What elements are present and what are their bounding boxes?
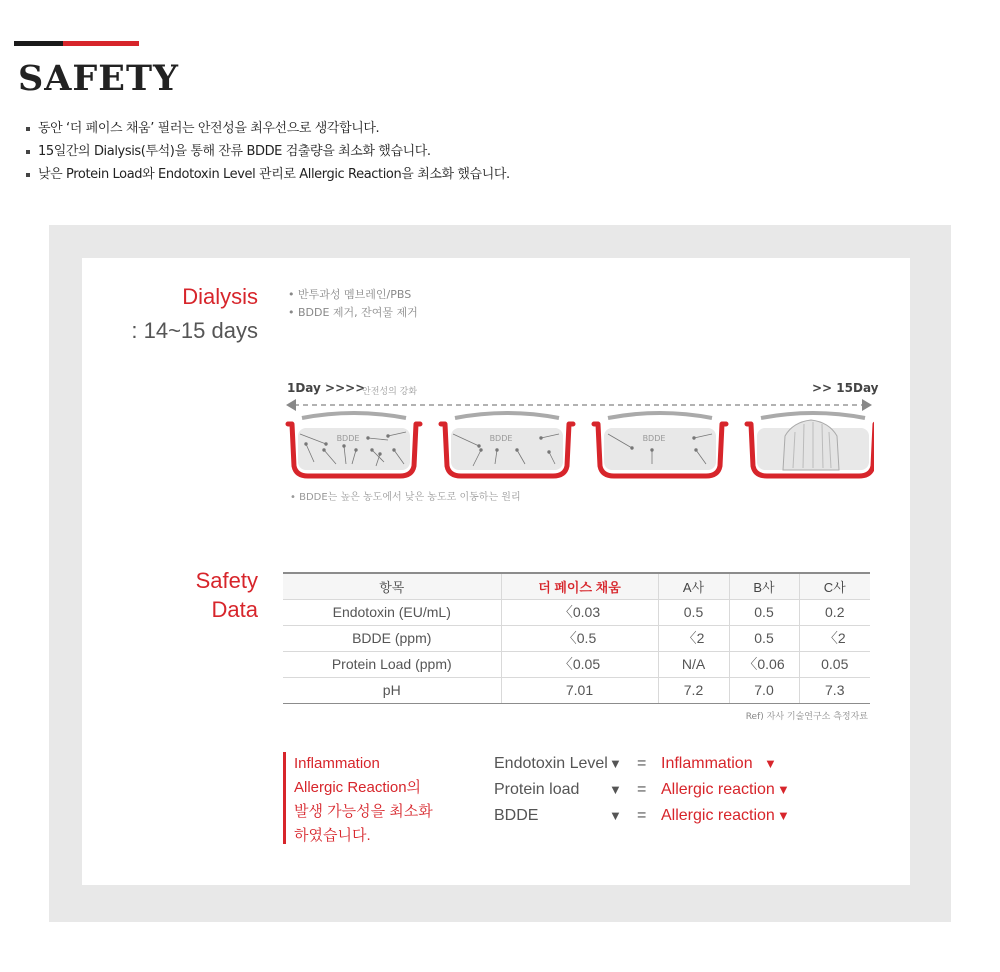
dialysis-duration: : 14~15 days xyxy=(131,318,258,343)
effect-row xyxy=(494,751,814,777)
summary-line: Inflammation xyxy=(294,755,380,772)
table-cell: pH xyxy=(283,677,501,703)
table-cell: 0.5 xyxy=(729,625,799,651)
equals-sign: = xyxy=(637,807,647,824)
effect-factor: Endotoxin Level xyxy=(494,755,608,772)
table-cell: Protein Load (ppm) xyxy=(283,651,501,677)
purified-gel-icon xyxy=(783,420,839,470)
safety-data-heading xyxy=(150,566,258,624)
table-cell: Endotoxin (EU/mL) xyxy=(283,599,501,625)
intro-bullet: 낮은 Protein Load와 Endotoxin Level 관리로 Allergic Reaction을 최소화 했습니다. xyxy=(26,163,510,186)
effect-row xyxy=(494,777,814,803)
page-title: SAFETY xyxy=(18,58,179,99)
table-cell: 〈2 xyxy=(799,625,870,651)
safety-heading-line: Data xyxy=(211,597,258,622)
dialysis-heading: Dialysis xyxy=(182,284,258,309)
dialysis-notes xyxy=(288,286,418,322)
accent-rule-red xyxy=(63,41,139,46)
dialysis-note: • 반투과성 멤브레인/PBS xyxy=(288,286,418,304)
table-header: 항목 xyxy=(283,573,501,599)
vessel-day-15 xyxy=(747,413,874,476)
table-row xyxy=(283,677,870,703)
timeline-end-label: >> 15Day xyxy=(812,381,879,395)
dialysis-vessels-illustration xyxy=(284,410,874,485)
table-header: C사 xyxy=(799,573,870,599)
table-cell: N/A xyxy=(658,651,729,677)
table-row xyxy=(283,651,870,677)
table-row xyxy=(283,625,870,651)
intro-bullet-list xyxy=(26,117,510,186)
table-cell: 〈0.05 xyxy=(501,651,658,677)
dialysis-principle-note: • BDDE는 높은 농도에서 낮은 농도로 이동하는 원리 xyxy=(290,492,521,503)
title-accent-rule xyxy=(14,41,139,46)
down-arrow-icon: ▼ xyxy=(609,756,622,771)
effect-result: Allergic reaction xyxy=(661,807,775,824)
down-arrow-icon: ▼ xyxy=(777,782,790,797)
table-cell: 〈0.06 xyxy=(729,651,799,677)
table-header: A사 xyxy=(658,573,729,599)
equals-sign: = xyxy=(637,755,647,772)
table-header: B사 xyxy=(729,573,799,599)
effect-factor: Protein load xyxy=(494,781,580,798)
vessel-day-mid xyxy=(441,413,573,476)
table-cell: 7.01 xyxy=(501,677,658,703)
table-cell: 0.05 xyxy=(799,651,870,677)
table-header-row xyxy=(283,573,870,599)
dialysis-note: • BDDE 제거, 잔여물 제거 xyxy=(288,304,418,322)
down-arrow-icon: ▼ xyxy=(609,782,622,797)
safety-data-table xyxy=(283,572,870,704)
equals-sign: = xyxy=(637,781,647,798)
table-row xyxy=(283,599,870,625)
table-cell: 0.2 xyxy=(799,599,870,625)
vessel-day-late xyxy=(594,413,726,476)
effects-list xyxy=(494,751,814,829)
table-cell: 7.0 xyxy=(729,677,799,703)
table-cell: 0.5 xyxy=(729,599,799,625)
table-header-highlight: 더 페이스 채움 xyxy=(501,573,658,599)
timeline-start-note: 안전성의 강화 xyxy=(362,387,418,397)
vessel-label: BDDE xyxy=(336,434,360,443)
summary-line: 발생 가능성을 최소화 xyxy=(294,803,433,820)
effect-result: Allergic reaction xyxy=(661,781,775,798)
reference-note: Ref) 자사 기술연구소 측정자료 xyxy=(745,712,868,722)
summary-line: Allergic Reaction의 xyxy=(294,779,422,796)
vessel-label: BDDE xyxy=(489,434,513,443)
vessel-label: BDDE xyxy=(642,434,666,443)
safety-heading-line: Safety xyxy=(195,568,258,593)
intro-bullet: 동안 ‘더 페이스 채움’ 필러는 안전성을 최우선으로 생각합니다. xyxy=(26,117,510,140)
effect-factor: BDDE xyxy=(494,807,539,824)
table-cell: 7.3 xyxy=(799,677,870,703)
table-cell: 〈2 xyxy=(658,625,729,651)
safety-summary xyxy=(283,752,433,844)
intro-bullet: 15일간의 Dialysis(투석)을 통해 잔류 BDDE 검출량을 최소화 했습니다. xyxy=(26,140,510,163)
table-cell: BDDE (ppm) xyxy=(283,625,501,651)
table-cell: 〈0.5 xyxy=(501,625,658,651)
down-arrow-icon: ▼ xyxy=(609,808,622,823)
effect-result: Inflammation xyxy=(661,755,753,772)
table-cell: 〈0.03 xyxy=(501,599,658,625)
accent-rule-dark xyxy=(14,41,63,46)
timeline-start-label: 1Day >>>> xyxy=(287,381,366,395)
effect-row xyxy=(494,803,814,829)
summary-line: 하였습니다. xyxy=(294,827,371,844)
down-arrow-icon: ▼ xyxy=(764,756,777,771)
vessel-day-1 xyxy=(288,413,420,476)
table-cell: 0.5 xyxy=(658,599,729,625)
table-cell: 7.2 xyxy=(658,677,729,703)
down-arrow-icon: ▼ xyxy=(777,808,790,823)
